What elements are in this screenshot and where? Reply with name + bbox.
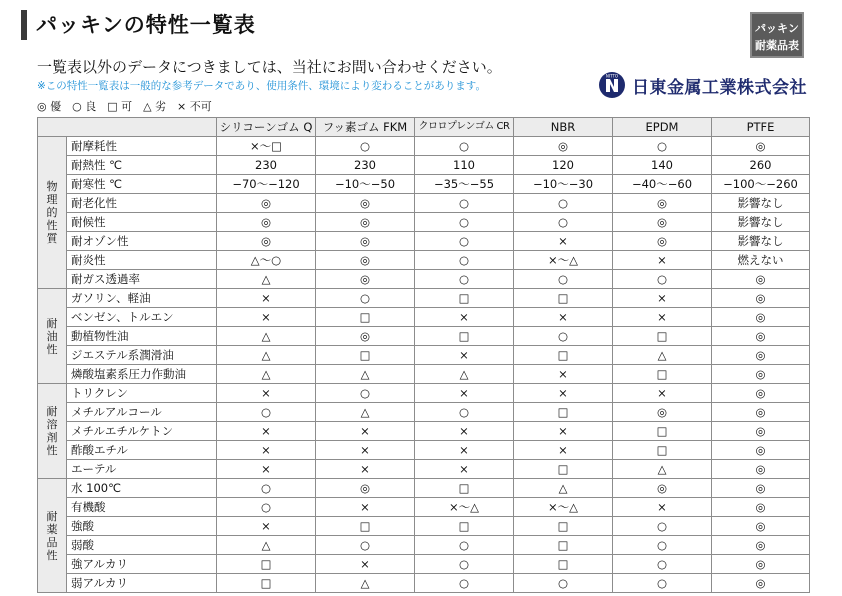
rating-cell: ◎ (712, 365, 810, 384)
rating-cell: ○ (217, 403, 316, 422)
rating-cell: 230 (217, 156, 316, 175)
rating-cell: □ (613, 441, 712, 460)
rating-cell: ○ (514, 194, 613, 213)
rating-cell: ○ (415, 270, 514, 289)
rating-cell: × (415, 460, 514, 479)
rating-cell: ◎ (316, 194, 415, 213)
badge-line-2: 耐薬品表 (755, 39, 799, 52)
table-row (38, 498, 810, 517)
rating-cell: ○ (613, 137, 712, 156)
column-header: クロロプレンゴム CR (415, 118, 514, 137)
table-row (38, 346, 810, 365)
rating-cell: ◎ (712, 441, 810, 460)
table-row (38, 194, 810, 213)
table-row (38, 365, 810, 384)
rating-cell: ◎ (712, 308, 810, 327)
group-label: 耐薬品性 (38, 479, 67, 593)
rating-cell: 影響なし (712, 232, 810, 251)
property-label: メチルエチルケトン (67, 422, 217, 441)
rating-cell: × (217, 422, 316, 441)
rating-cell: × (514, 422, 613, 441)
rating-cell: 260 (712, 156, 810, 175)
property-label: ジエステル系潤滑油 (67, 346, 217, 365)
rating-cell: × (316, 422, 415, 441)
rating-cell: △ (316, 574, 415, 593)
table-row (38, 175, 810, 194)
company-name: 日東金属工業株式会社 (632, 77, 807, 98)
rating-cell: 影響なし (712, 213, 810, 232)
rating-legend: ◎ 優 ○ 良 □ 可 △ 劣 × 不可 (37, 100, 212, 113)
rating-cell: ○ (415, 403, 514, 422)
rating-cell: □ (514, 403, 613, 422)
property-label: ベンゼン、トルエン (67, 308, 217, 327)
rating-cell: △ (316, 365, 415, 384)
rating-cell: 燃えない (712, 251, 810, 270)
rating-cell: × (514, 441, 613, 460)
rating-cell: × (415, 384, 514, 403)
property-label: 動植物性油 (67, 327, 217, 346)
rating-cell: 影響なし (712, 194, 810, 213)
rating-cell: × (316, 498, 415, 517)
rating-cell: × (217, 308, 316, 327)
rating-cell: × (514, 365, 613, 384)
property-label: トリクレン (67, 384, 217, 403)
rating-cell: ○ (514, 270, 613, 289)
rating-cell: × (613, 308, 712, 327)
rating-cell: ◎ (712, 555, 810, 574)
rating-cell: ◎ (613, 403, 712, 422)
rating-cell: △ (613, 346, 712, 365)
table-row (38, 251, 810, 270)
property-label: メチルアルコール (67, 403, 217, 422)
rating-cell: ◎ (712, 460, 810, 479)
property-label: 強アルカリ (67, 555, 217, 574)
property-label: 耐老化性 (67, 194, 217, 213)
property-label: 有機酸 (67, 498, 217, 517)
rating-cell: 110 (415, 156, 514, 175)
rating-cell: ◎ (613, 232, 712, 251)
rating-cell: −70〜−120 (217, 175, 316, 194)
rating-cell: ◎ (712, 137, 810, 156)
rating-cell: □ (316, 517, 415, 536)
rating-cell: × (316, 460, 415, 479)
rating-cell: □ (316, 346, 415, 365)
rating-cell: ○ (415, 232, 514, 251)
rating-cell: ◎ (217, 213, 316, 232)
rating-cell: ○ (316, 137, 415, 156)
rating-cell: □ (514, 517, 613, 536)
rating-cell: □ (514, 536, 613, 555)
property-label: 耐炎性 (67, 251, 217, 270)
rating-cell: ○ (415, 137, 514, 156)
rating-cell: ◎ (514, 137, 613, 156)
badge-line-1: パッキン (755, 22, 799, 35)
table-row (38, 574, 810, 593)
rating-cell: □ (217, 574, 316, 593)
rating-cell: ◎ (712, 270, 810, 289)
rating-cell: ○ (613, 574, 712, 593)
page-title: パッキンの特性一覧表 (36, 13, 256, 37)
group-label: 耐溶剤性 (38, 384, 67, 479)
header-corner (38, 118, 217, 137)
rating-cell: ○ (217, 479, 316, 498)
rating-cell: × (217, 289, 316, 308)
rating-cell: △ (217, 346, 316, 365)
rating-cell: ×〜□ (217, 137, 316, 156)
table-row (38, 403, 810, 422)
rating-cell: × (217, 517, 316, 536)
rating-cell: □ (613, 365, 712, 384)
rating-cell: ◎ (613, 213, 712, 232)
rating-cell: ○ (316, 289, 415, 308)
rating-cell: □ (613, 327, 712, 346)
rating-cell: × (316, 441, 415, 460)
rating-cell: △〜○ (217, 251, 316, 270)
company-logo (598, 70, 807, 100)
rating-cell: ○ (217, 498, 316, 517)
rating-cell: × (613, 289, 712, 308)
rating-cell: ◎ (217, 194, 316, 213)
disclaimer-note: ※この特性一覧表は一般的な参考データであり、使用条件、環境により変わることがあります。 (37, 80, 486, 92)
rating-cell: ×〜△ (514, 498, 613, 517)
table-row (38, 460, 810, 479)
rating-cell: □ (514, 460, 613, 479)
table-row (38, 156, 810, 175)
property-label: 燐酸塩素系圧力作動油 (67, 365, 217, 384)
title-accent-bar (21, 10, 27, 40)
rating-cell: □ (415, 517, 514, 536)
column-header: NBR (514, 118, 613, 137)
rating-cell: ◎ (712, 498, 810, 517)
rating-cell: × (514, 308, 613, 327)
rating-cell: × (415, 308, 514, 327)
rating-cell: × (613, 384, 712, 403)
rating-cell: △ (514, 479, 613, 498)
rating-cell: ○ (415, 536, 514, 555)
rating-cell: ×〜△ (415, 498, 514, 517)
rating-cell: ○ (415, 194, 514, 213)
rating-cell: □ (415, 479, 514, 498)
rating-cell: × (415, 441, 514, 460)
column-header: シリコーンゴム Q (217, 118, 316, 137)
rating-cell: ◎ (316, 479, 415, 498)
rating-cell: ◎ (316, 251, 415, 270)
rating-cell: 140 (613, 156, 712, 175)
rating-cell: ○ (613, 270, 712, 289)
rating-cell: ○ (613, 517, 712, 536)
rating-cell: × (415, 346, 514, 365)
rating-cell: × (514, 384, 613, 403)
rating-cell: ○ (514, 327, 613, 346)
rating-cell: □ (514, 289, 613, 308)
rating-cell: ◎ (316, 213, 415, 232)
property-label: 強酸 (67, 517, 217, 536)
property-label: 耐候性 (67, 213, 217, 232)
rating-cell: ○ (415, 213, 514, 232)
property-label: 耐オゾン性 (67, 232, 217, 251)
table-row (38, 441, 810, 460)
table-row (38, 517, 810, 536)
rating-cell: −35〜−55 (415, 175, 514, 194)
table-row (38, 384, 810, 403)
table-row (38, 289, 810, 308)
rating-cell: × (613, 498, 712, 517)
rating-cell: △ (217, 327, 316, 346)
rating-cell: ○ (514, 213, 613, 232)
category-badge (750, 12, 804, 58)
rating-cell: □ (415, 289, 514, 308)
rating-cell: ○ (316, 536, 415, 555)
rating-cell: ○ (415, 574, 514, 593)
rating-cell: △ (217, 270, 316, 289)
rating-cell: △ (217, 536, 316, 555)
rating-cell: × (613, 251, 712, 270)
rating-cell: ◎ (712, 384, 810, 403)
rating-cell: ◎ (712, 479, 810, 498)
rating-cell: × (514, 232, 613, 251)
table-header-row (38, 118, 810, 137)
column-header: PTFE (712, 118, 810, 137)
rating-cell: ◎ (712, 536, 810, 555)
svg-text:NITTO: NITTO (605, 73, 619, 79)
rating-cell: × (316, 555, 415, 574)
rating-cell: × (217, 460, 316, 479)
rating-cell: ○ (514, 574, 613, 593)
rating-cell: ◎ (316, 327, 415, 346)
property-label: エーテル (67, 460, 217, 479)
property-label: 弱アルカリ (67, 574, 217, 593)
rating-cell: □ (514, 346, 613, 365)
column-header: フッ素ゴム FKM (316, 118, 415, 137)
rating-cell: ○ (415, 555, 514, 574)
table-row (38, 137, 810, 156)
intro-text: 一覧表以外のデータにつきましては、当社にお問い合わせください。 (37, 58, 502, 76)
table-row (38, 327, 810, 346)
table-row (38, 232, 810, 251)
table-row (38, 422, 810, 441)
property-label: 水 100℃ (67, 479, 217, 498)
table-row (38, 479, 810, 498)
rating-cell: 120 (514, 156, 613, 175)
rating-cell: ◎ (613, 479, 712, 498)
rating-cell: × (217, 384, 316, 403)
rating-cell: □ (415, 327, 514, 346)
rating-cell: □ (514, 555, 613, 574)
table-row (38, 555, 810, 574)
rating-cell: ×〜△ (514, 251, 613, 270)
rating-cell: □ (316, 308, 415, 327)
property-label: 耐ガス透過率 (67, 270, 217, 289)
rating-cell: △ (217, 365, 316, 384)
rating-cell: −40〜−60 (613, 175, 712, 194)
table-row (38, 213, 810, 232)
rating-cell: ◎ (712, 574, 810, 593)
rating-cell: ◎ (712, 289, 810, 308)
rating-cell: ◎ (316, 232, 415, 251)
rating-cell: □ (217, 555, 316, 574)
rating-cell: −10〜−50 (316, 175, 415, 194)
rating-cell: ◎ (712, 422, 810, 441)
property-label: 耐摩耗性 (67, 137, 217, 156)
rating-cell: ◎ (712, 517, 810, 536)
rating-cell: ◎ (712, 327, 810, 346)
rating-cell: ◎ (217, 232, 316, 251)
rating-cell: × (217, 441, 316, 460)
rating-cell: ◎ (712, 346, 810, 365)
table-row (38, 308, 810, 327)
column-header: EPDM (613, 118, 712, 137)
rating-cell: −10〜−30 (514, 175, 613, 194)
properties-table (37, 117, 810, 593)
rating-cell: △ (415, 365, 514, 384)
rating-cell: ◎ (316, 270, 415, 289)
group-label: 耐油性 (38, 289, 67, 384)
rating-cell: □ (613, 422, 712, 441)
rating-cell: ◎ (712, 403, 810, 422)
table-row (38, 536, 810, 555)
rating-cell: ○ (415, 251, 514, 270)
rating-cell: △ (613, 460, 712, 479)
rating-cell: ◎ (613, 194, 712, 213)
rating-cell: −100〜−260 (712, 175, 810, 194)
nitto-logo-icon (598, 71, 626, 99)
rating-cell: △ (316, 403, 415, 422)
rating-cell: ○ (613, 536, 712, 555)
property-label: 弱酸 (67, 536, 217, 555)
property-label: 酢酸エチル (67, 441, 217, 460)
rating-cell: 230 (316, 156, 415, 175)
table-row (38, 270, 810, 289)
group-label: 物理的性質 (38, 137, 67, 289)
rating-cell: ○ (316, 384, 415, 403)
property-label: ガソリン、軽油 (67, 289, 217, 308)
rating-cell: × (415, 422, 514, 441)
rating-cell: ○ (613, 555, 712, 574)
property-label: 耐寒性 ℃ (67, 175, 217, 194)
property-label: 耐熱性 ℃ (67, 156, 217, 175)
